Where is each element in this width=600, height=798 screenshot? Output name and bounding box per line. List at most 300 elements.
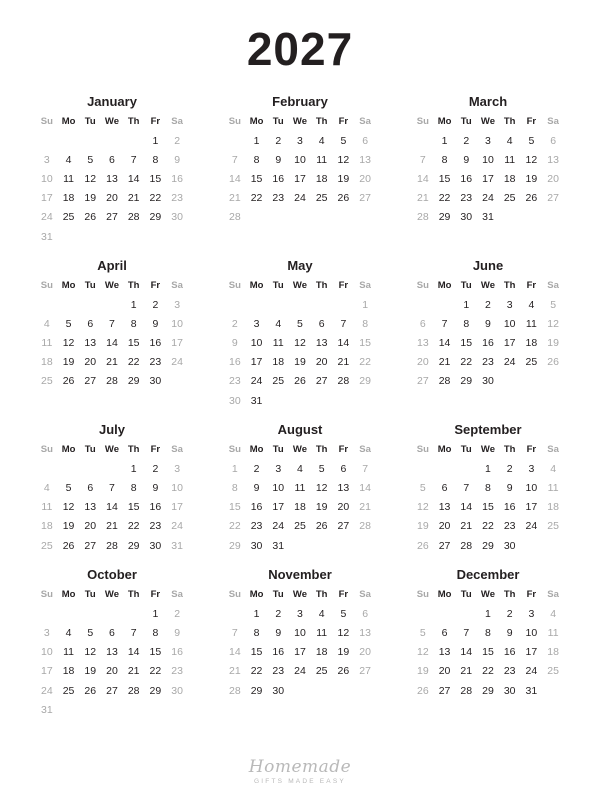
- day-cell[interactable]: 25: [547, 520, 559, 533]
- day-cell[interactable]: 23: [272, 665, 285, 678]
- day-cell[interactable]: 8: [253, 153, 260, 166]
- day-cell[interactable]: 11: [63, 646, 74, 659]
- day-cell[interactable]: 22: [149, 192, 162, 205]
- day-cell[interactable]: 21: [337, 356, 350, 369]
- day-cell[interactable]: 17: [525, 501, 538, 514]
- day-cell[interactable]: 24: [272, 520, 285, 533]
- day-cell[interactable]: 27: [84, 375, 97, 388]
- day-cell[interactable]: 11: [547, 626, 559, 639]
- day-cell[interactable]: 31: [41, 703, 53, 716]
- day-cell[interactable]: 26: [337, 192, 350, 205]
- day-cell[interactable]: 29: [127, 539, 140, 552]
- day-cell[interactable]: 10: [525, 482, 538, 495]
- day-cell[interactable]: 22: [482, 520, 494, 533]
- day-cell[interactable]: 22: [438, 192, 451, 205]
- day-cell[interactable]: 7: [419, 153, 426, 166]
- day-cell[interactable]: 1: [441, 134, 448, 147]
- day-cell[interactable]: 25: [41, 539, 53, 552]
- day-cell[interactable]: 18: [503, 172, 516, 185]
- day-cell[interactable]: 12: [84, 172, 97, 185]
- day-cell[interactable]: 29: [482, 684, 494, 697]
- day-cell[interactable]: 18: [294, 501, 306, 514]
- day-cell[interactable]: 19: [337, 172, 350, 185]
- day-cell[interactable]: 7: [130, 626, 137, 639]
- day-cell[interactable]: 5: [297, 317, 303, 330]
- day-cell[interactable]: 8: [130, 317, 137, 330]
- day-cell[interactable]: 9: [253, 482, 260, 495]
- day-cell[interactable]: 14: [438, 337, 451, 350]
- day-cell[interactable]: 19: [84, 192, 97, 205]
- day-cell[interactable]: 9: [231, 337, 238, 350]
- day-cell[interactable]: 1: [231, 462, 238, 475]
- day-cell[interactable]: 5: [65, 482, 72, 495]
- day-cell[interactable]: 19: [62, 520, 75, 533]
- day-cell[interactable]: 3: [275, 462, 282, 475]
- day-cell[interactable]: 20: [106, 192, 118, 205]
- day-cell[interactable]: 30: [171, 211, 183, 224]
- day-cell[interactable]: 15: [127, 337, 140, 350]
- day-cell[interactable]: 9: [174, 626, 181, 639]
- day-cell[interactable]: 22: [127, 356, 140, 369]
- day-cell[interactable]: 9: [152, 317, 159, 330]
- day-cell[interactable]: 20: [359, 172, 371, 185]
- day-cell[interactable]: 30: [482, 375, 494, 388]
- day-cell[interactable]: 17: [294, 172, 306, 185]
- day-cell[interactable]: 10: [171, 482, 183, 495]
- day-cell[interactable]: 26: [337, 665, 350, 678]
- day-cell[interactable]: 3: [43, 626, 50, 639]
- day-cell[interactable]: 8: [253, 626, 260, 639]
- day-cell[interactable]: 10: [272, 482, 285, 495]
- day-cell[interactable]: 22: [460, 356, 473, 369]
- day-cell[interactable]: 13: [84, 337, 97, 350]
- day-cell[interactable]: 16: [503, 501, 516, 514]
- day-cell[interactable]: 8: [130, 482, 137, 495]
- day-cell[interactable]: 26: [62, 375, 75, 388]
- day-cell[interactable]: 10: [171, 317, 183, 330]
- day-cell[interactable]: 27: [359, 665, 371, 678]
- day-cell[interactable]: 13: [106, 646, 118, 659]
- day-cell[interactable]: 13: [337, 482, 350, 495]
- day-cell[interactable]: 11: [272, 337, 284, 350]
- day-cell[interactable]: 25: [547, 665, 559, 678]
- day-cell[interactable]: 1: [253, 607, 260, 620]
- day-cell[interactable]: 19: [547, 337, 559, 350]
- day-cell[interactable]: 1: [130, 462, 137, 475]
- day-cell[interactable]: 23: [460, 192, 473, 205]
- day-cell[interactable]: 23: [149, 520, 162, 533]
- day-cell[interactable]: 25: [315, 665, 328, 678]
- day-cell[interactable]: 16: [171, 646, 183, 659]
- day-cell[interactable]: 12: [417, 646, 429, 659]
- day-cell[interactable]: 7: [109, 482, 115, 495]
- day-cell[interactable]: 6: [87, 482, 94, 495]
- day-cell[interactable]: 13: [359, 153, 371, 166]
- day-cell[interactable]: 6: [109, 153, 115, 166]
- day-cell[interactable]: 28: [229, 211, 241, 224]
- day-cell[interactable]: 7: [362, 462, 369, 475]
- day-cell[interactable]: 28: [127, 211, 140, 224]
- day-cell[interactable]: 25: [503, 192, 516, 205]
- day-cell[interactable]: 16: [171, 172, 183, 185]
- day-cell[interactable]: 1: [362, 298, 369, 311]
- day-cell[interactable]: 8: [485, 626, 491, 639]
- day-cell[interactable]: 18: [547, 646, 559, 659]
- day-cell[interactable]: 28: [337, 375, 350, 388]
- day-cell[interactable]: 23: [503, 665, 516, 678]
- day-cell[interactable]: 27: [438, 539, 451, 552]
- day-cell[interactable]: 6: [340, 462, 347, 475]
- day-cell[interactable]: 26: [417, 684, 429, 697]
- day-cell[interactable]: 4: [65, 153, 72, 166]
- day-cell[interactable]: 16: [503, 646, 516, 659]
- day-cell[interactable]: 15: [460, 337, 473, 350]
- day-cell[interactable]: 23: [250, 520, 263, 533]
- day-cell[interactable]: 17: [294, 646, 306, 659]
- day-cell[interactable]: 21: [417, 192, 429, 205]
- day-cell[interactable]: 22: [149, 665, 162, 678]
- day-cell[interactable]: 24: [171, 520, 183, 533]
- day-cell[interactable]: 18: [62, 192, 75, 205]
- day-cell[interactable]: 21: [359, 501, 371, 514]
- day-cell[interactable]: 11: [316, 153, 328, 166]
- day-cell[interactable]: 7: [231, 626, 238, 639]
- day-cell[interactable]: 27: [438, 684, 451, 697]
- day-cell[interactable]: 17: [171, 501, 183, 514]
- day-cell[interactable]: 5: [87, 153, 94, 166]
- day-cell[interactable]: 25: [62, 684, 75, 697]
- day-cell[interactable]: 14: [417, 172, 429, 185]
- day-cell[interactable]: 8: [231, 482, 238, 495]
- day-cell[interactable]: 28: [359, 520, 371, 533]
- day-cell[interactable]: 11: [294, 482, 306, 495]
- day-cell[interactable]: 3: [297, 607, 303, 620]
- day-cell[interactable]: 26: [84, 211, 97, 224]
- day-cell[interactable]: 7: [231, 153, 238, 166]
- day-cell[interactable]: 18: [315, 646, 328, 659]
- day-cell[interactable]: 17: [272, 501, 285, 514]
- day-cell[interactable]: 2: [253, 462, 260, 475]
- day-cell[interactable]: 29: [229, 539, 241, 552]
- day-cell[interactable]: 2: [275, 134, 282, 147]
- day-cell[interactable]: 6: [550, 134, 557, 147]
- day-cell[interactable]: 17: [41, 192, 53, 205]
- day-cell[interactable]: 17: [171, 337, 183, 350]
- day-cell[interactable]: 29: [250, 684, 263, 697]
- day-cell[interactable]: 17: [250, 356, 263, 369]
- day-cell[interactable]: 9: [275, 153, 282, 166]
- day-cell[interactable]: 5: [550, 298, 557, 311]
- day-cell[interactable]: 22: [250, 665, 263, 678]
- day-cell[interactable]: 10: [525, 626, 538, 639]
- day-cell[interactable]: 5: [65, 317, 72, 330]
- day-cell[interactable]: 4: [297, 462, 303, 475]
- day-cell[interactable]: 6: [109, 626, 115, 639]
- day-cell[interactable]: 6: [419, 317, 426, 330]
- day-cell[interactable]: 14: [127, 172, 140, 185]
- day-cell[interactable]: 7: [340, 317, 347, 330]
- day-cell[interactable]: 30: [250, 539, 263, 552]
- day-cell[interactable]: 20: [337, 501, 350, 514]
- day-cell[interactable]: 29: [149, 684, 162, 697]
- day-cell[interactable]: 14: [127, 646, 140, 659]
- day-cell[interactable]: 30: [171, 684, 183, 697]
- day-cell[interactable]: 21: [460, 665, 473, 678]
- day-cell[interactable]: 27: [337, 520, 350, 533]
- day-cell[interactable]: 11: [41, 337, 53, 350]
- day-cell[interactable]: 15: [127, 501, 140, 514]
- day-cell[interactable]: 17: [503, 337, 516, 350]
- day-cell[interactable]: 28: [229, 684, 241, 697]
- day-cell[interactable]: 12: [337, 626, 350, 639]
- day-cell[interactable]: 24: [525, 520, 538, 533]
- day-cell[interactable]: 8: [152, 626, 159, 639]
- day-cell[interactable]: 24: [503, 356, 516, 369]
- day-cell[interactable]: 4: [528, 298, 535, 311]
- day-cell[interactable]: 25: [525, 356, 538, 369]
- day-cell[interactable]: 24: [41, 684, 53, 697]
- day-cell[interactable]: 1: [485, 462, 491, 475]
- day-cell[interactable]: 25: [294, 520, 306, 533]
- day-cell[interactable]: 19: [417, 665, 429, 678]
- day-cell[interactable]: 2: [231, 317, 238, 330]
- day-cell[interactable]: 22: [482, 665, 494, 678]
- day-cell[interactable]: 24: [41, 211, 53, 224]
- day-cell[interactable]: 11: [63, 172, 74, 185]
- day-cell[interactable]: 5: [419, 626, 426, 639]
- day-cell[interactable]: 13: [438, 646, 451, 659]
- day-cell[interactable]: 9: [275, 626, 282, 639]
- day-cell[interactable]: 26: [315, 520, 328, 533]
- day-cell[interactable]: 24: [171, 356, 183, 369]
- day-cell[interactable]: 16: [272, 172, 285, 185]
- day-cell[interactable]: 19: [525, 172, 538, 185]
- day-cell[interactable]: 8: [441, 153, 448, 166]
- day-cell[interactable]: 22: [229, 520, 241, 533]
- day-cell[interactable]: 11: [41, 501, 53, 514]
- day-cell[interactable]: 31: [250, 394, 263, 407]
- day-cell[interactable]: 6: [362, 134, 369, 147]
- day-cell[interactable]: 23: [272, 192, 285, 205]
- day-cell[interactable]: 30: [229, 394, 241, 407]
- day-cell[interactable]: 25: [62, 211, 75, 224]
- day-cell[interactable]: 27: [106, 684, 118, 697]
- day-cell[interactable]: 1: [253, 134, 260, 147]
- day-cell[interactable]: 16: [250, 501, 263, 514]
- day-cell[interactable]: 14: [106, 501, 118, 514]
- day-cell[interactable]: 15: [359, 337, 371, 350]
- day-cell[interactable]: 7: [441, 317, 448, 330]
- day-cell[interactable]: 4: [275, 317, 282, 330]
- day-cell[interactable]: 2: [174, 134, 181, 147]
- day-cell[interactable]: 30: [503, 684, 516, 697]
- day-cell[interactable]: 1: [485, 607, 491, 620]
- day-cell[interactable]: 9: [506, 626, 513, 639]
- day-cell[interactable]: 16: [149, 337, 162, 350]
- day-cell[interactable]: 4: [43, 317, 50, 330]
- day-cell[interactable]: 8: [362, 317, 369, 330]
- day-cell[interactable]: 1: [152, 607, 159, 620]
- day-cell[interactable]: 26: [62, 539, 75, 552]
- day-cell[interactable]: 29: [149, 211, 162, 224]
- day-cell[interactable]: 27: [547, 192, 559, 205]
- day-cell[interactable]: 7: [130, 153, 137, 166]
- day-cell[interactable]: 27: [84, 539, 97, 552]
- day-cell[interactable]: 24: [294, 665, 306, 678]
- day-cell[interactable]: 21: [229, 192, 241, 205]
- day-cell[interactable]: 24: [482, 192, 494, 205]
- day-cell[interactable]: 11: [504, 153, 516, 166]
- day-cell[interactable]: 2: [485, 298, 491, 311]
- day-cell[interactable]: 4: [550, 607, 557, 620]
- day-cell[interactable]: 23: [503, 520, 516, 533]
- day-cell[interactable]: 3: [528, 607, 535, 620]
- day-cell[interactable]: 2: [152, 462, 159, 475]
- day-cell[interactable]: 16: [460, 172, 473, 185]
- day-cell[interactable]: 26: [525, 192, 538, 205]
- day-cell[interactable]: 4: [550, 462, 557, 475]
- day-cell[interactable]: 9: [485, 317, 491, 330]
- day-cell[interactable]: 20: [315, 356, 328, 369]
- day-cell[interactable]: 5: [87, 626, 94, 639]
- day-cell[interactable]: 10: [41, 646, 53, 659]
- day-cell[interactable]: 11: [316, 626, 328, 639]
- day-cell[interactable]: 19: [337, 646, 350, 659]
- day-cell[interactable]: 28: [106, 539, 118, 552]
- day-cell[interactable]: 5: [340, 607, 347, 620]
- day-cell[interactable]: 19: [62, 356, 75, 369]
- day-cell[interactable]: 28: [460, 684, 473, 697]
- day-cell[interactable]: 8: [463, 317, 470, 330]
- day-cell[interactable]: 21: [460, 520, 473, 533]
- day-cell[interactable]: 9: [506, 482, 513, 495]
- day-cell[interactable]: 13: [359, 626, 371, 639]
- day-cell[interactable]: 31: [171, 539, 183, 552]
- day-cell[interactable]: 16: [482, 337, 494, 350]
- day-cell[interactable]: 18: [41, 520, 53, 533]
- day-cell[interactable]: 15: [229, 501, 241, 514]
- day-cell[interactable]: 24: [294, 192, 306, 205]
- day-cell[interactable]: 31: [272, 539, 285, 552]
- day-cell[interactable]: 1: [130, 298, 137, 311]
- day-cell[interactable]: 7: [463, 626, 470, 639]
- day-cell[interactable]: 21: [229, 665, 241, 678]
- day-cell[interactable]: 17: [482, 172, 494, 185]
- day-cell[interactable]: 25: [41, 375, 53, 388]
- day-cell[interactable]: 21: [127, 192, 140, 205]
- day-cell[interactable]: 6: [441, 482, 448, 495]
- day-cell[interactable]: 23: [229, 375, 241, 388]
- day-cell[interactable]: 8: [485, 482, 491, 495]
- day-cell[interactable]: 19: [294, 356, 306, 369]
- day-cell[interactable]: 28: [127, 684, 140, 697]
- day-cell[interactable]: 3: [297, 134, 303, 147]
- day-cell[interactable]: 13: [547, 153, 559, 166]
- day-cell[interactable]: 13: [438, 501, 451, 514]
- day-cell[interactable]: 20: [84, 356, 97, 369]
- day-cell[interactable]: 13: [417, 337, 429, 350]
- day-cell[interactable]: 27: [417, 375, 429, 388]
- day-cell[interactable]: 10: [294, 153, 306, 166]
- day-cell[interactable]: 19: [417, 520, 429, 533]
- day-cell[interactable]: 24: [250, 375, 263, 388]
- day-cell[interactable]: 22: [127, 520, 140, 533]
- day-cell[interactable]: 24: [525, 665, 538, 678]
- day-cell[interactable]: 15: [149, 646, 162, 659]
- day-cell[interactable]: 21: [106, 520, 118, 533]
- day-cell[interactable]: 3: [253, 317, 260, 330]
- day-cell[interactable]: 13: [106, 172, 118, 185]
- day-cell[interactable]: 11: [547, 482, 559, 495]
- day-cell[interactable]: 18: [547, 501, 559, 514]
- day-cell[interactable]: 5: [419, 482, 426, 495]
- day-cell[interactable]: 26: [84, 684, 97, 697]
- day-cell[interactable]: 14: [359, 482, 371, 495]
- day-cell[interactable]: 29: [438, 211, 451, 224]
- day-cell[interactable]: 22: [359, 356, 371, 369]
- day-cell[interactable]: 4: [318, 134, 325, 147]
- day-cell[interactable]: 7: [109, 317, 115, 330]
- day-cell[interactable]: 29: [460, 375, 473, 388]
- day-cell[interactable]: 25: [315, 192, 328, 205]
- day-cell[interactable]: 14: [229, 646, 241, 659]
- day-cell[interactable]: 10: [482, 153, 494, 166]
- day-cell[interactable]: 19: [315, 501, 328, 514]
- day-cell[interactable]: 28: [417, 211, 429, 224]
- day-cell[interactable]: 15: [482, 501, 494, 514]
- day-cell[interactable]: 25: [272, 375, 285, 388]
- day-cell[interactable]: 6: [441, 626, 448, 639]
- day-cell[interactable]: 12: [294, 337, 306, 350]
- day-cell[interactable]: 10: [503, 317, 516, 330]
- day-cell[interactable]: 26: [417, 539, 429, 552]
- day-cell[interactable]: 20: [359, 646, 371, 659]
- day-cell[interactable]: 28: [438, 375, 451, 388]
- day-cell[interactable]: 30: [272, 684, 285, 697]
- day-cell[interactable]: 30: [460, 211, 473, 224]
- day-cell[interactable]: 2: [463, 134, 470, 147]
- day-cell[interactable]: 20: [547, 172, 559, 185]
- day-cell[interactable]: 14: [229, 172, 241, 185]
- day-cell[interactable]: 12: [417, 501, 429, 514]
- day-cell[interactable]: 17: [525, 646, 538, 659]
- day-cell[interactable]: 30: [149, 375, 162, 388]
- day-cell[interactable]: 4: [506, 134, 513, 147]
- day-cell[interactable]: 3: [174, 298, 181, 311]
- day-cell[interactable]: 2: [174, 607, 181, 620]
- day-cell[interactable]: 12: [62, 501, 75, 514]
- day-cell[interactable]: 1: [152, 134, 159, 147]
- day-cell[interactable]: 9: [152, 482, 159, 495]
- day-cell[interactable]: 5: [340, 134, 347, 147]
- day-cell[interactable]: 18: [272, 356, 285, 369]
- day-cell[interactable]: 22: [250, 192, 263, 205]
- day-cell[interactable]: 14: [106, 337, 118, 350]
- day-cell[interactable]: 27: [359, 192, 371, 205]
- day-cell[interactable]: 17: [41, 665, 53, 678]
- day-cell[interactable]: 23: [171, 665, 183, 678]
- day-cell[interactable]: 23: [482, 356, 494, 369]
- day-cell[interactable]: 12: [547, 317, 559, 330]
- day-cell[interactable]: 1: [463, 298, 470, 311]
- day-cell[interactable]: 5: [318, 462, 325, 475]
- day-cell[interactable]: 29: [359, 375, 371, 388]
- day-cell[interactable]: 10: [41, 172, 53, 185]
- day-cell[interactable]: 15: [149, 172, 162, 185]
- day-cell[interactable]: 21: [106, 356, 118, 369]
- day-cell[interactable]: 2: [275, 607, 282, 620]
- day-cell[interactable]: 15: [250, 646, 263, 659]
